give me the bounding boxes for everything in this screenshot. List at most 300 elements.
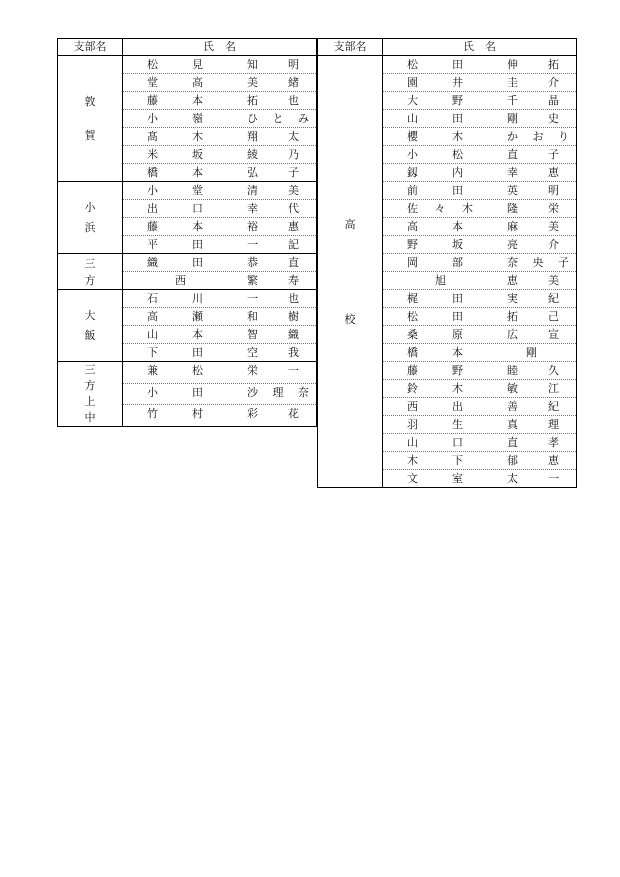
name-char: 松 (407, 310, 418, 323)
branch-label-char: 敦 (84, 94, 96, 108)
branch-cell (58, 56, 123, 182)
name-cell (123, 362, 317, 384)
name-char: 旭 (435, 274, 446, 287)
name-char: 竹 (147, 407, 158, 421)
name-cell (123, 326, 317, 344)
family-name (407, 254, 463, 271)
name-char: 田 (452, 292, 463, 305)
name-cell (383, 416, 577, 434)
family-name (407, 326, 463, 343)
name-cell (123, 92, 317, 110)
name-cell (383, 182, 577, 200)
family-name (407, 200, 473, 217)
branch-cell (58, 290, 123, 362)
name-char: 出 (147, 202, 158, 215)
name-char: 梶 (407, 292, 418, 305)
name-cell (123, 146, 317, 164)
given-name (247, 182, 299, 199)
branch-label-char: 校 (344, 312, 356, 326)
name-char: 記 (288, 238, 299, 251)
family-name (407, 56, 463, 73)
family-name (147, 290, 203, 307)
name-char: 伸 (507, 58, 518, 71)
name-char: 藤 (147, 94, 158, 107)
name-cell (383, 92, 577, 110)
name-char: 栄 (548, 202, 559, 215)
name-char: 山 (407, 112, 418, 125)
name-char: 寿 (288, 274, 299, 287)
name-char: 明 (548, 184, 559, 197)
name-char: 田 (192, 238, 203, 251)
name-char: 井 (452, 76, 463, 89)
name-char: 木 (462, 202, 473, 215)
name-char: 橋 (407, 346, 418, 359)
name-char: ひ (247, 112, 258, 125)
branch-label-char: 浜 (84, 220, 96, 234)
name-char: 我 (288, 346, 299, 359)
family-name (147, 218, 203, 235)
name-char: 野 (407, 238, 418, 251)
family-name (407, 416, 463, 433)
name-char: 直 (507, 148, 518, 161)
given-name (247, 344, 299, 361)
name-char: 拓 (507, 310, 518, 323)
given-name (507, 272, 559, 289)
name-char: 拓 (548, 58, 559, 71)
name-char: 江 (548, 382, 559, 395)
name-char: 野 (452, 364, 463, 377)
name-char: 橋 (147, 166, 158, 179)
branch-label-char: 方 (84, 379, 96, 392)
family-name (407, 146, 463, 163)
name-char: お (532, 130, 544, 143)
family-name (147, 128, 203, 145)
right-roster-table (317, 38, 577, 488)
family-name (147, 344, 203, 361)
family-name (147, 362, 203, 379)
family-name (407, 182, 463, 199)
family-name (407, 290, 463, 307)
family-name (407, 128, 463, 145)
given-name (247, 290, 299, 307)
name-char: 弘 (247, 166, 258, 179)
name-char: 空 (247, 346, 258, 359)
given-name (507, 416, 559, 433)
name-char: 本 (452, 346, 463, 359)
name-char: 郁 (507, 454, 518, 467)
name-cell (123, 344, 317, 362)
name-char: 理 (548, 418, 559, 431)
name-header: 氏 名 (383, 39, 577, 56)
name-char: 亮 (507, 238, 518, 251)
name-char: 松 (147, 58, 158, 71)
name-char: 本 (192, 94, 203, 107)
name-cell (123, 405, 317, 427)
name-char: 美 (247, 76, 258, 89)
given-name (507, 326, 559, 343)
name-char: 高 (147, 310, 158, 323)
branch-cell (318, 56, 383, 488)
name-cell (383, 128, 577, 146)
name-char: 代 (288, 202, 299, 215)
branch-cell (58, 182, 123, 254)
name-char: 櫻 (407, 130, 418, 143)
family-name (175, 272, 186, 289)
name-char: り (558, 130, 569, 143)
name-char: 繁 (247, 274, 258, 287)
branch-label-char: 三 (84, 256, 96, 270)
given-name (247, 384, 309, 401)
family-name (147, 200, 203, 217)
name-char: 美 (548, 220, 559, 233)
given-name (247, 128, 299, 145)
name-char: 麻 (507, 220, 518, 233)
name-char: 生 (452, 418, 463, 431)
name-char: 一 (247, 238, 258, 251)
name-char: 隆 (507, 202, 518, 215)
name-char: 紀 (548, 292, 559, 305)
name-char: 沙 (247, 385, 258, 399)
name-char: 口 (452, 436, 463, 449)
name-char: 綾 (247, 148, 258, 161)
given-name (247, 236, 299, 253)
family-name (147, 146, 203, 163)
name-char: 子 (288, 166, 299, 179)
name-char: 緒 (288, 76, 299, 89)
name-char: 松 (192, 364, 203, 377)
family-name (147, 182, 203, 199)
family-name (147, 405, 203, 422)
name-char: 田 (452, 310, 463, 323)
name-cell (383, 110, 577, 128)
branch-label-char: 方 (84, 273, 96, 287)
name-char: 釼 (407, 166, 418, 179)
given-name (507, 200, 559, 217)
name-char: 美 (548, 274, 559, 287)
family-name (147, 110, 203, 127)
name-char: 清 (247, 184, 258, 197)
given-name (507, 308, 559, 325)
given-name (247, 308, 299, 325)
name-cell (123, 74, 317, 92)
family-name (407, 236, 463, 253)
name-char: 本 (452, 220, 463, 233)
name-cell (383, 74, 577, 92)
name-char: 也 (288, 94, 299, 107)
name-char: 口 (192, 202, 203, 215)
left-roster-table (57, 38, 317, 427)
name-char: 小 (147, 112, 158, 125)
name-char: 西 (407, 400, 418, 413)
name-char: 久 (548, 364, 559, 377)
name-char: 藤 (147, 220, 158, 233)
name-char: 田 (452, 112, 463, 125)
name-char: 佐 (407, 202, 418, 215)
family-name (407, 452, 463, 469)
name-char: 本 (192, 220, 203, 233)
name-char: 孝 (548, 436, 559, 449)
name-char: 剛 (526, 346, 537, 359)
name-char: 下 (147, 346, 158, 359)
name-char: 恭 (247, 256, 258, 269)
name-cell (383, 272, 577, 290)
name-char: 乃 (288, 148, 299, 161)
name-char: 本 (192, 166, 203, 179)
name-char: 太 (288, 130, 299, 143)
given-name (247, 146, 299, 163)
branch-label-char: 上 (84, 395, 96, 408)
name-char: 紀 (548, 400, 559, 413)
name-char: 瀬 (192, 310, 203, 323)
name-cell (123, 254, 317, 272)
family-name (407, 434, 463, 451)
name-char: 幸 (247, 202, 258, 215)
given-name (507, 74, 559, 91)
given-name (247, 92, 299, 109)
name-char: 史 (548, 112, 559, 125)
given-name (507, 236, 559, 253)
family-name (407, 164, 463, 181)
name-char: 兼 (147, 364, 158, 377)
name-cell (383, 290, 577, 308)
name-char: 英 (507, 184, 518, 197)
name-char: 花 (288, 407, 299, 421)
name-char: 髙 (147, 130, 158, 143)
given-name (507, 452, 559, 469)
name-char: 松 (452, 148, 463, 161)
family-name (147, 92, 203, 109)
name-char: 幸 (507, 166, 518, 179)
name-char: 剛 (507, 112, 518, 125)
name-char: 田 (192, 256, 203, 269)
family-name (147, 74, 203, 91)
family-name (407, 380, 463, 397)
name-cell (383, 164, 577, 182)
name-char: 宣 (548, 328, 559, 341)
name-char: 桑 (407, 328, 418, 341)
family-name (147, 236, 203, 253)
given-name (507, 110, 559, 127)
name-char: 石 (147, 292, 158, 305)
given-name (247, 254, 299, 271)
name-char: 平 (147, 238, 158, 251)
name-char: 睦 (507, 364, 518, 377)
family-name (407, 74, 463, 91)
given-name (247, 362, 299, 379)
name-char: 高 (407, 220, 418, 233)
name-char: 嶺 (192, 112, 203, 125)
name-cell (383, 380, 577, 398)
name-char: 一 (247, 292, 258, 305)
name-char: 坂 (452, 238, 463, 251)
name-char: 高 (192, 76, 203, 89)
name-char: 出 (452, 400, 463, 413)
given-name (507, 146, 559, 163)
branch-cell (58, 362, 123, 427)
name-char: 介 (548, 76, 559, 89)
name-char: 直 (507, 436, 518, 449)
family-name (407, 362, 463, 379)
name-cell (383, 218, 577, 236)
name-char: 野 (452, 94, 463, 107)
name-cell (383, 470, 577, 488)
name-char: 奈 (298, 385, 309, 399)
name-cell (123, 236, 317, 254)
name-char: 実 (507, 292, 518, 305)
name-char: 木 (452, 382, 463, 395)
family-name (435, 272, 446, 289)
given-name (507, 56, 559, 73)
name-char: 太 (507, 472, 518, 485)
name-char: 堂 (192, 184, 203, 197)
given-name (507, 128, 569, 145)
family-name (407, 218, 463, 235)
name-char: 圭 (507, 76, 518, 89)
name-char: 木 (452, 130, 463, 143)
table-row (318, 56, 577, 74)
name-char: 田 (452, 184, 463, 197)
given-name (247, 326, 299, 343)
given-name (247, 272, 299, 289)
name-char: 翔 (247, 130, 258, 143)
given-name (507, 470, 559, 487)
name-char: 山 (407, 436, 418, 449)
given-name (507, 434, 559, 451)
name-char: 真 (507, 418, 518, 431)
name-char: 也 (288, 292, 299, 305)
name-char: 羽 (407, 418, 418, 431)
branch-cell (58, 254, 123, 290)
given-name (507, 380, 559, 397)
name-char: 知 (247, 58, 258, 71)
name-cell (123, 110, 317, 128)
family-name (407, 344, 463, 361)
name-char: 恵 (507, 274, 518, 287)
name-char: 和 (247, 310, 258, 323)
name-cell (123, 272, 317, 290)
family-name (147, 384, 203, 401)
table-row (58, 56, 317, 74)
family-name (407, 398, 463, 415)
name-cell (383, 362, 577, 380)
family-name (407, 308, 463, 325)
name-char: 善 (507, 400, 518, 413)
name-cell (383, 308, 577, 326)
name-char: 恵 (548, 454, 559, 467)
name-char: 一 (548, 472, 559, 485)
branch-label-char: 大 (84, 309, 96, 323)
family-name (407, 92, 463, 109)
table-row (58, 182, 317, 200)
name-cell (383, 236, 577, 254)
given-name (507, 290, 559, 307)
name-char: 部 (452, 256, 463, 269)
name-cell (383, 146, 577, 164)
name-cell (383, 452, 577, 470)
given-name (247, 110, 309, 127)
name-char: 原 (452, 328, 463, 341)
given-name (507, 92, 559, 109)
name-char: 千 (507, 94, 518, 107)
name-cell (123, 218, 317, 236)
given-name (507, 362, 559, 379)
branch-label-char: 賀 (84, 129, 96, 143)
table-row (58, 290, 317, 308)
name-char: 晶 (548, 94, 559, 107)
family-name (407, 470, 463, 487)
name-char: 田 (192, 385, 203, 399)
table-row (58, 362, 317, 384)
name-cell (383, 398, 577, 416)
name-cell (123, 290, 317, 308)
name-char: 々 (434, 202, 446, 215)
name-cell (123, 182, 317, 200)
name-char: 栄 (247, 364, 258, 377)
given-name (507, 182, 559, 199)
name-char: 央 (532, 256, 544, 269)
name-char: 広 (507, 328, 518, 341)
given-name (247, 200, 299, 217)
name-char: 織 (288, 328, 299, 341)
name-cell (123, 308, 317, 326)
name-cell (123, 56, 317, 74)
name-char: 室 (452, 472, 463, 485)
family-name (147, 254, 203, 271)
name-cell (383, 434, 577, 452)
name-char: か (507, 130, 518, 143)
name-cell (123, 383, 317, 405)
name-char: 本 (192, 328, 203, 341)
given-name (507, 218, 559, 235)
name-char: 理 (272, 385, 284, 399)
name-cell (123, 164, 317, 182)
name-char: 子 (558, 256, 569, 269)
given-name (247, 164, 299, 181)
name-char: 小 (147, 184, 158, 197)
name-char: 子 (548, 148, 559, 161)
family-name (147, 164, 203, 181)
name-char: 園 (407, 76, 418, 89)
name-char: 彩 (247, 407, 258, 421)
given-name (507, 254, 569, 271)
name-cell (383, 200, 577, 218)
name-char: 敏 (507, 382, 518, 395)
family-name (147, 326, 203, 343)
table-row (58, 254, 317, 272)
given-name (507, 398, 559, 415)
given-name (247, 405, 299, 422)
name-char: 直 (288, 256, 299, 269)
name-char: 西 (175, 274, 186, 287)
name-char: 明 (288, 58, 299, 71)
name-char: 小 (407, 148, 418, 161)
name-char: 介 (548, 238, 559, 251)
given-name (247, 218, 299, 235)
name-char: 内 (452, 166, 463, 179)
name-char: 文 (407, 472, 418, 485)
name-cell (383, 254, 577, 272)
name-char: 木 (192, 130, 203, 143)
branch-label-char: 飯 (84, 328, 96, 342)
name-char: 田 (192, 346, 203, 359)
name-cell (123, 128, 317, 146)
name-char: 川 (192, 292, 203, 305)
name-char: 村 (192, 407, 203, 421)
family-name (147, 308, 203, 325)
name-cell (383, 326, 577, 344)
name-char: 拓 (247, 94, 258, 107)
name-char: 大 (407, 94, 418, 107)
